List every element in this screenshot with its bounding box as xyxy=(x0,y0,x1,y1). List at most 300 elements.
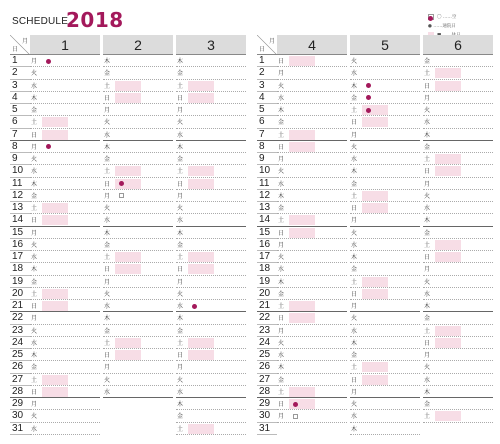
holiday-highlight xyxy=(435,326,461,336)
day-cell[interactable] xyxy=(350,129,420,141)
day-cell[interactable] xyxy=(423,386,493,398)
day-cell[interactable] xyxy=(423,337,493,349)
weekday-label: 日 xyxy=(351,376,358,384)
day-cell[interactable] xyxy=(277,129,347,141)
weekday-label: 月 xyxy=(177,192,184,200)
day-cell[interactable] xyxy=(30,398,100,410)
day-cell[interactable] xyxy=(103,239,173,251)
day-number: 21 xyxy=(257,300,277,312)
day-cell[interactable] xyxy=(277,349,347,361)
day-cell[interactable] xyxy=(30,263,100,275)
day-cell[interactable] xyxy=(176,92,246,104)
day-cell[interactable] xyxy=(30,80,100,92)
day-number: 1 xyxy=(10,55,30,67)
day-cell[interactable] xyxy=(350,276,420,288)
day-cell[interactable] xyxy=(350,349,420,361)
weekday-label: 土 xyxy=(351,107,358,115)
day-cell[interactable] xyxy=(30,92,100,104)
day-cell[interactable] xyxy=(423,374,493,386)
day-cell[interactable] xyxy=(176,116,246,128)
day-cell[interactable] xyxy=(103,386,173,398)
weekday-label: 水 xyxy=(278,180,285,188)
day-cell[interactable] xyxy=(30,116,100,128)
day-number: 3 xyxy=(10,80,30,92)
day-cell xyxy=(103,410,173,422)
day-cell[interactable] xyxy=(176,410,246,422)
month-column xyxy=(423,55,493,435)
day-cell[interactable] xyxy=(103,190,173,202)
block-header xyxy=(10,35,249,55)
day-cell[interactable] xyxy=(103,116,173,128)
day-number: 11 xyxy=(10,178,30,190)
weekday-label: 土 xyxy=(424,241,431,249)
holiday-highlight xyxy=(115,81,141,91)
day-cell[interactable] xyxy=(103,55,173,67)
day-cell[interactable] xyxy=(30,165,100,177)
day-number: 20 xyxy=(10,288,30,300)
weekday-label: 金 xyxy=(351,352,358,360)
day-cell[interactable] xyxy=(103,153,173,165)
day-cell[interactable] xyxy=(103,178,173,190)
day-cell[interactable] xyxy=(350,263,420,275)
day-cell[interactable] xyxy=(176,276,246,288)
day-cell[interactable] xyxy=(350,116,420,128)
day-cell[interactable] xyxy=(30,67,100,79)
day-cell[interactable] xyxy=(176,190,246,202)
day-cell[interactable] xyxy=(103,92,173,104)
day-cell[interactable] xyxy=(103,337,173,349)
day-cell[interactable] xyxy=(423,178,493,190)
weekday-label: 金 xyxy=(177,413,184,421)
holiday-highlight xyxy=(188,264,214,274)
day-cell[interactable] xyxy=(423,165,493,177)
weekday-label: 火 xyxy=(104,119,111,127)
holiday-highlight xyxy=(435,338,461,348)
day-cell[interactable] xyxy=(176,312,246,324)
day-cell[interactable] xyxy=(30,251,100,263)
weekday-label: 水 xyxy=(424,205,431,213)
weekday-label: 火 xyxy=(31,327,38,335)
day-cell[interactable] xyxy=(30,55,100,67)
day-cell[interactable] xyxy=(176,178,246,190)
weekday-label: 月 xyxy=(31,58,38,66)
appointment-dot-icon xyxy=(293,402,298,407)
day-cell[interactable] xyxy=(30,214,100,226)
appointment-dot-icon xyxy=(119,181,124,186)
weekday-label: 金 xyxy=(424,315,431,323)
day-cell[interactable] xyxy=(103,276,173,288)
holiday-highlight xyxy=(289,228,315,238)
day-cell[interactable] xyxy=(176,202,246,214)
day-cell[interactable] xyxy=(277,116,347,128)
day-cell[interactable] xyxy=(350,141,420,153)
day-cell[interactable] xyxy=(277,300,347,312)
day-cell[interactable] xyxy=(350,423,420,435)
weekday-label: 火 xyxy=(351,143,358,151)
weekday-label: 金 xyxy=(278,376,285,384)
legend-row xyxy=(428,21,480,30)
day-cell[interactable] xyxy=(350,325,420,337)
day-cell[interactable] xyxy=(103,80,173,92)
day-cell[interactable] xyxy=(423,300,493,312)
day-number: 25 xyxy=(257,349,277,361)
day-number: 19 xyxy=(257,276,277,288)
day-number: 18 xyxy=(10,263,30,275)
day-cell[interactable] xyxy=(30,288,100,300)
day-cell[interactable] xyxy=(350,55,420,67)
holiday-highlight xyxy=(188,424,214,434)
day-cell[interactable] xyxy=(30,178,100,190)
day-cell[interactable] xyxy=(423,92,493,104)
month-day-corner xyxy=(10,35,30,55)
day-cell[interactable] xyxy=(30,202,100,214)
day-cell[interactable] xyxy=(423,263,493,275)
day-cell[interactable] xyxy=(350,202,420,214)
day-cell[interactable] xyxy=(103,263,173,275)
day-cell[interactable] xyxy=(277,398,347,410)
day-cell[interactable] xyxy=(350,312,420,324)
day-cell[interactable] xyxy=(103,374,173,386)
day-cell[interactable] xyxy=(350,178,420,190)
day-cell[interactable] xyxy=(423,55,493,67)
day-cell[interactable] xyxy=(30,190,100,202)
holiday-highlight xyxy=(362,362,388,372)
day-cell[interactable] xyxy=(176,423,246,435)
weekday-label: 日 xyxy=(31,388,38,396)
day-cell[interactable] xyxy=(103,104,173,116)
weekday-label: 火 xyxy=(351,315,358,323)
day-cell[interactable] xyxy=(423,141,493,153)
weekday-label: 木 xyxy=(351,339,358,347)
day-cell[interactable] xyxy=(103,251,173,263)
day-cell[interactable] xyxy=(277,361,347,373)
day-cell[interactable] xyxy=(103,67,173,79)
holiday-highlight xyxy=(188,179,214,189)
day-cell[interactable] xyxy=(277,104,347,116)
day-cell[interactable] xyxy=(277,227,347,239)
day-cell[interactable] xyxy=(423,227,493,239)
day-cell[interactable] xyxy=(277,92,347,104)
day-cell[interactable] xyxy=(277,374,347,386)
day-cell[interactable] xyxy=(30,276,100,288)
day-cell[interactable] xyxy=(423,398,493,410)
day-cell[interactable] xyxy=(350,288,420,300)
day-cell[interactable] xyxy=(277,214,347,226)
day-cell[interactable] xyxy=(176,67,246,79)
weekday-label: 月 xyxy=(31,401,38,409)
day-cell[interactable] xyxy=(103,129,173,141)
day-cell[interactable] xyxy=(30,386,100,398)
weekday-label: 月 xyxy=(278,327,285,335)
day-cell[interactable] xyxy=(176,214,246,226)
day-number: 21 xyxy=(10,300,30,312)
day-cell[interactable] xyxy=(277,288,347,300)
day-cell[interactable] xyxy=(423,80,493,92)
day-number: 8 xyxy=(257,141,277,153)
day-cell[interactable] xyxy=(277,178,347,190)
day-cell[interactable] xyxy=(30,312,100,324)
day-cell[interactable] xyxy=(350,67,420,79)
weekday-label: 火 xyxy=(351,401,358,409)
day-cell[interactable] xyxy=(103,325,173,337)
day-cell[interactable] xyxy=(30,349,100,361)
day-cell[interactable] xyxy=(277,67,347,79)
day-number: 16 xyxy=(257,239,277,251)
day-number: 10 xyxy=(257,165,277,177)
day-cell[interactable] xyxy=(423,116,493,128)
day-cell[interactable] xyxy=(277,386,347,398)
day-cell[interactable] xyxy=(176,239,246,251)
day-cell[interactable] xyxy=(103,214,173,226)
year-title: 2018 xyxy=(66,8,124,32)
day-cell[interactable] xyxy=(30,423,100,435)
day-cell[interactable] xyxy=(277,202,347,214)
holiday-highlight xyxy=(435,68,461,78)
holiday-highlight xyxy=(188,350,214,360)
day-cell[interactable] xyxy=(103,288,173,300)
month-header: 4 xyxy=(277,35,347,55)
day-cell[interactable] xyxy=(277,325,347,337)
day-cell[interactable] xyxy=(423,190,493,202)
day-cell[interactable] xyxy=(423,129,493,141)
day-cell[interactable] xyxy=(277,55,347,67)
day-number: 7 xyxy=(257,129,277,141)
weekday-label: 金 xyxy=(351,94,358,102)
day-cell[interactable] xyxy=(103,227,173,239)
day-cell[interactable] xyxy=(176,361,246,373)
appointment-dot-icon xyxy=(366,83,371,88)
day-cell[interactable] xyxy=(350,190,420,202)
holiday-highlight xyxy=(362,375,388,385)
day-cell[interactable] xyxy=(103,349,173,361)
day-cell[interactable] xyxy=(423,325,493,337)
day-cell[interactable] xyxy=(350,165,420,177)
day-cell[interactable] xyxy=(176,300,246,312)
day-cell[interactable] xyxy=(277,239,347,251)
corner-day-label: 日 xyxy=(259,46,266,53)
day-cell[interactable] xyxy=(277,312,347,324)
day-cell[interactable] xyxy=(176,337,246,349)
day-cell[interactable] xyxy=(30,153,100,165)
day-cell[interactable] xyxy=(423,104,493,116)
day-cell[interactable] xyxy=(30,129,100,141)
day-cell[interactable] xyxy=(277,153,347,165)
day-number: 24 xyxy=(10,337,30,349)
holiday-highlight xyxy=(42,130,68,140)
weekday-label: 土 xyxy=(424,70,431,78)
day-cell[interactable] xyxy=(423,153,493,165)
day-cell[interactable] xyxy=(103,165,173,177)
day-number: 8 xyxy=(10,141,30,153)
day-number: 27 xyxy=(257,374,277,386)
day-cell[interactable] xyxy=(423,349,493,361)
day-cell[interactable] xyxy=(30,300,100,312)
day-cell[interactable] xyxy=(350,410,420,422)
month-column xyxy=(277,55,347,435)
day-cell[interactable] xyxy=(176,386,246,398)
corner-day-label: 日 xyxy=(12,46,19,53)
day-cell[interactable] xyxy=(176,104,246,116)
day-cell[interactable] xyxy=(423,251,493,263)
day-cell[interactable] xyxy=(30,239,100,251)
weekday-label: 水 xyxy=(104,217,111,225)
weekday-label: 水 xyxy=(104,131,111,139)
day-cell[interactable] xyxy=(350,300,420,312)
weekday-label: 金 xyxy=(424,401,431,409)
day-cell[interactable] xyxy=(103,300,173,312)
weekday-label: 火 xyxy=(278,339,285,347)
weekday-label: 水 xyxy=(104,303,111,311)
day-number: 11 xyxy=(257,178,277,190)
weekday-label: 火 xyxy=(104,205,111,213)
weekday-label: 月 xyxy=(104,278,111,286)
weekday-label: 金 xyxy=(177,156,184,164)
weekday-label: 日 xyxy=(104,180,111,188)
weekday-label: 土 xyxy=(424,327,431,335)
day-cell[interactable] xyxy=(277,190,347,202)
day-cell[interactable] xyxy=(30,374,100,386)
day-cell[interactable] xyxy=(103,202,173,214)
weekday-label: 日 xyxy=(278,401,285,409)
day-cell[interactable] xyxy=(30,141,100,153)
weekday-label: 火 xyxy=(177,205,184,213)
day-cell[interactable] xyxy=(176,398,246,410)
holiday-highlight xyxy=(435,240,461,250)
day-cell[interactable] xyxy=(30,227,100,239)
day-cell[interactable] xyxy=(350,104,420,116)
weekday-label: 水 xyxy=(278,266,285,274)
weekday-label: 金 xyxy=(104,70,111,78)
day-cell[interactable] xyxy=(176,141,246,153)
day-cell[interactable] xyxy=(423,312,493,324)
weekday-label: 木 xyxy=(177,229,184,237)
weekday-label: 土 xyxy=(278,131,285,139)
corner-month-label: 月 xyxy=(21,38,28,45)
day-cell[interactable] xyxy=(350,251,420,263)
day-cell[interactable] xyxy=(350,80,420,92)
day-cell[interactable] xyxy=(423,239,493,251)
weekday-label: 土 xyxy=(31,290,38,298)
day-cell[interactable] xyxy=(423,288,493,300)
day-cell[interactable] xyxy=(277,410,347,422)
weekday-label: 水 xyxy=(104,388,111,396)
holiday-highlight xyxy=(188,81,214,91)
day-cell[interactable] xyxy=(350,153,420,165)
day-cell[interactable] xyxy=(30,337,100,349)
day-cell[interactable] xyxy=(30,325,100,337)
holiday-highlight xyxy=(42,289,68,299)
day-cell[interactable] xyxy=(350,398,420,410)
day-cell[interactable] xyxy=(30,410,100,422)
day-cell xyxy=(423,423,493,435)
weekday-label: 日 xyxy=(278,58,285,66)
weekday-label: 木 xyxy=(278,364,285,372)
day-cell[interactable] xyxy=(350,214,420,226)
day-cell[interactable] xyxy=(277,276,347,288)
day-cell[interactable] xyxy=(423,214,493,226)
holiday-highlight xyxy=(289,313,315,323)
day-cell[interactable] xyxy=(277,141,347,153)
day-cell[interactable] xyxy=(176,251,246,263)
day-cell[interactable] xyxy=(30,361,100,373)
holiday-highlight xyxy=(115,252,141,262)
day-cell[interactable] xyxy=(103,141,173,153)
day-number: 28 xyxy=(257,386,277,398)
day-cell[interactable] xyxy=(277,80,347,92)
day-cell[interactable] xyxy=(423,410,493,422)
weekday-label: 日 xyxy=(31,303,38,311)
day-cell[interactable] xyxy=(103,361,173,373)
month-header: 5 xyxy=(350,35,420,55)
day-cell[interactable] xyxy=(350,227,420,239)
day-cell[interactable] xyxy=(176,80,246,92)
weekday-label: 金 xyxy=(278,290,285,298)
day-number: 17 xyxy=(257,251,277,263)
weekday-label: 日 xyxy=(177,266,184,274)
day-cell[interactable] xyxy=(277,251,347,263)
day-cell[interactable] xyxy=(176,55,246,67)
day-cell[interactable] xyxy=(423,276,493,288)
weekday-label: 土 xyxy=(104,168,111,176)
day-cell[interactable] xyxy=(103,312,173,324)
day-number: 31 xyxy=(257,423,277,435)
calendar-block-jan-mar xyxy=(10,35,249,435)
day-cell[interactable] xyxy=(350,386,420,398)
day-cell[interactable] xyxy=(350,337,420,349)
day-cell[interactable] xyxy=(350,361,420,373)
day-cell[interactable] xyxy=(176,263,246,275)
day-cell[interactable] xyxy=(176,374,246,386)
day-cell[interactable] xyxy=(423,202,493,214)
day-cell[interactable] xyxy=(176,227,246,239)
day-cell[interactable] xyxy=(176,325,246,337)
day-cell[interactable] xyxy=(423,67,493,79)
weekday-label: 金 xyxy=(177,241,184,249)
holiday-highlight xyxy=(289,215,315,225)
day-cell[interactable] xyxy=(277,263,347,275)
day-cell[interactable] xyxy=(350,239,420,251)
holiday-highlight xyxy=(289,142,315,152)
day-cell[interactable] xyxy=(176,165,246,177)
appointment-dot-icon xyxy=(46,59,51,64)
holiday-highlight xyxy=(362,117,388,127)
day-cell[interactable] xyxy=(176,288,246,300)
weekday-label: 土 xyxy=(31,119,38,127)
day-number-column xyxy=(257,55,277,435)
weekday-label: 日 xyxy=(278,143,285,151)
day-cell[interactable] xyxy=(176,153,246,165)
weekday-label: 土 xyxy=(177,168,184,176)
day-number: 17 xyxy=(10,251,30,263)
day-cell[interactable] xyxy=(30,104,100,116)
day-cell[interactable] xyxy=(176,129,246,141)
day-number: 24 xyxy=(257,337,277,349)
day-number: 19 xyxy=(10,276,30,288)
day-cell[interactable] xyxy=(350,374,420,386)
weekday-label: 日 xyxy=(177,352,184,360)
day-cell[interactable] xyxy=(277,337,347,349)
month-column xyxy=(30,55,100,435)
weekday-label: 水 xyxy=(31,168,38,176)
day-cell[interactable] xyxy=(277,165,347,177)
weekday-label: 月 xyxy=(278,156,285,164)
weekday-label: 水 xyxy=(31,339,38,347)
day-cell[interactable] xyxy=(350,92,420,104)
holiday-highlight xyxy=(115,93,141,103)
weekday-label: 木 xyxy=(177,315,184,323)
day-cell[interactable] xyxy=(423,361,493,373)
day-cell[interactable] xyxy=(176,349,246,361)
